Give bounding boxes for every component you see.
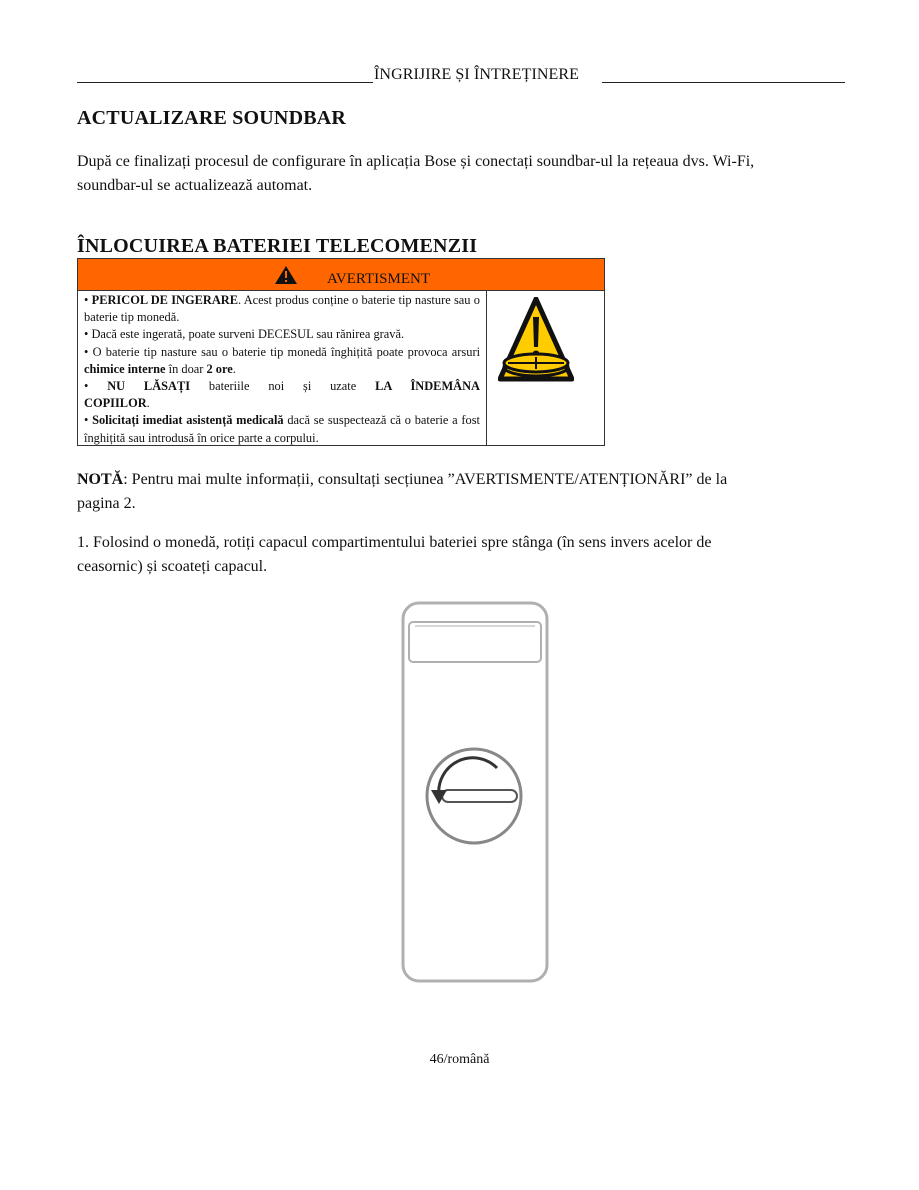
page-number: 46/română <box>429 1052 490 1067</box>
step-1-line-2: ceasornic) și scoateți capacul. <box>77 558 268 575</box>
step-1-paragraph <box>77 531 847 579</box>
warning-item-3: • O baterie tip nasture sau o baterie tip monedă înghițită poate provoca arsuri chimice interne în doar 2 ore. <box>84 344 481 376</box>
note-line-1: : Pentru mai multe informații, consultați secțiunea ”AVERTISMENTE/ATENȚIONĂRI” de la <box>123 471 728 488</box>
update-paragraph <box>77 150 847 198</box>
header-rule-right <box>602 82 845 83</box>
warning-item-1: • PERICOL DE INGERARE. Acest produs conține o baterie tip nasture sau o baterie tip monedă. <box>84 293 480 325</box>
warning-text <box>78 291 487 446</box>
remote-battery-cover-icon <box>397 598 553 986</box>
header-rule-left <box>77 82 373 83</box>
warning-item-4: • NU LĂSAȚI bateriile noi și uzate LA ÎNDEMÂNA COPIILOR. <box>84 379 480 411</box>
warning-item-5: • Solicitați imediat asistență medicală dacă se suspectează că o baterie a fost înghițită sau introdusă în orice parte a corpului. <box>84 413 480 445</box>
note-line-2: pagina 2. <box>77 495 136 512</box>
update-line-2: soundbar-ul se actualizează automat. <box>77 177 313 194</box>
warning-triangle-icon <box>274 265 298 285</box>
warning-header <box>78 259 604 291</box>
section-heading-update: ACTUALIZARE SOUNDBAR <box>77 107 347 129</box>
warning-box <box>77 258 605 446</box>
header-title: ÎNGRIJIRE ȘI ÎNTREȚINERE <box>374 66 580 83</box>
section-heading-battery: ÎNLOCUIREA BATERIEI TELECOMENZII <box>77 235 478 257</box>
warning-label: AVERTISMENT <box>327 271 430 287</box>
note-label: NOTĂ <box>77 471 124 488</box>
warning-item-2: • Dacă este ingerată, poate surveni DECESUL sau rănirea gravă. <box>84 327 405 342</box>
step-1-line-1: 1. Folosind o monedă, rotiți capacul compartimentului bateriei spre stânga (în sens invers acelor de <box>77 534 712 551</box>
coin-battery-hazard-icon <box>498 297 574 385</box>
note-paragraph <box>77 468 847 516</box>
update-line-1: După ce finalizați procesul de configurare în aplicația Bose și conectați soundbar-ul la rețeaua dvs. Wi-Fi, <box>77 153 755 170</box>
running-header <box>77 66 845 84</box>
